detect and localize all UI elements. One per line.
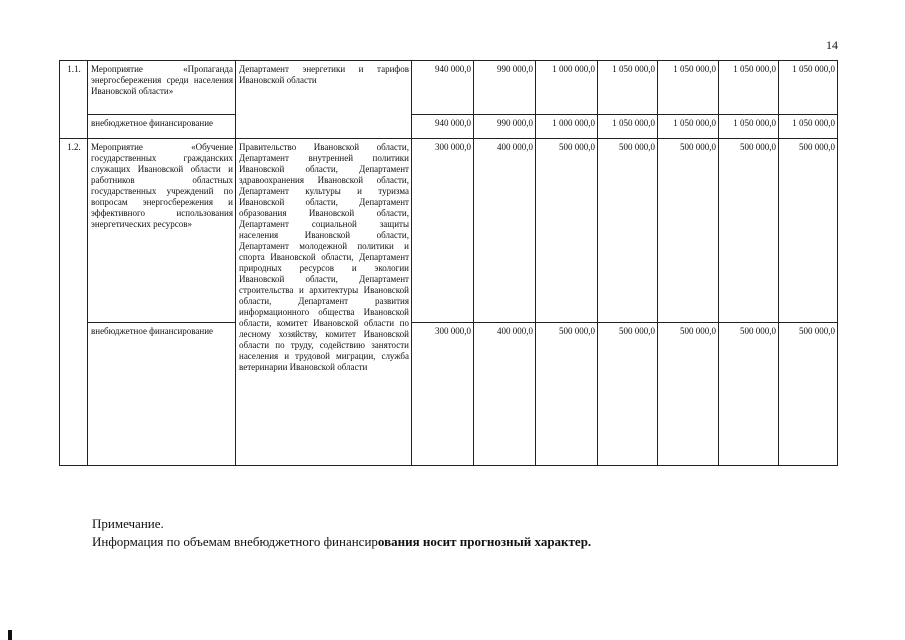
executor-text-part1: Правительство Ивановской области, Департамент внутренней политики Ивановской области, Департамент здравоохранения Ивановской области, Департамент культуры и туризма Ивановской области, Департамент образования Ивановской области, Департамент социальной защиты населения Ивановской области, Департамент молодежной политики и спорта Ивановской области, Департамент природных ресурсов и экологии Ивановской области, — [239, 142, 409, 284]
value-cell: 1 050 000,0 — [658, 61, 719, 115]
funding-value-cell: 300 000,0 — [412, 323, 474, 466]
measure-cell: Мероприятие «Пропаганда энергосбережения среди населения Ивановской области» — [88, 61, 236, 115]
funding-value-cell: 500 000,0 — [779, 323, 838, 466]
funding-label: внебюджетное финансирование — [88, 323, 236, 466]
funding-value-cell: 1 000 000,0 — [536, 115, 598, 139]
funding-value-cell: 990 000,0 — [474, 115, 536, 139]
funding-label: внебюджетное финансирование — [88, 115, 236, 139]
funding-value-cell: 400 000,0 — [474, 323, 536, 466]
value-cell: 990 000,0 — [474, 61, 536, 115]
row-index: 1.2. — [60, 139, 88, 466]
funding-value-cell: 500 000,0 — [658, 323, 719, 466]
value-cell: 1 050 000,0 — [719, 61, 779, 115]
row-index: 1.1. — [60, 61, 88, 139]
note-title: Примечание. — [92, 516, 164, 531]
budget-table — [59, 60, 838, 466]
value-cell: 500 000,0 — [779, 139, 838, 323]
funding-value-cell: 1 050 000,0 — [598, 115, 658, 139]
note-block — [92, 515, 591, 551]
table-row — [60, 323, 838, 466]
executor-text-part2: Департамент строительства и архитектуры Ивановской области, Департамент развития информационного общества Ивановской области, комитет Ивановской области по лесному хозяйству, комитет Ивановской области по труду, содействию занятости населения и трудовой миграции, служба ветеринарии Ивановской области — [239, 274, 409, 372]
funding-value-cell: 1 050 000,0 — [719, 115, 779, 139]
value-cell: 400 000,0 — [474, 139, 536, 323]
funding-value-cell: 500 000,0 — [536, 323, 598, 466]
funding-value-cell: 1 050 000,0 — [658, 115, 719, 139]
funding-value-cell: 500 000,0 — [598, 323, 658, 466]
value-cell: 1 000 000,0 — [536, 61, 598, 115]
value-cell: 500 000,0 — [536, 139, 598, 323]
funding-value-cell: 940 000,0 — [412, 115, 474, 139]
executor-cell — [236, 139, 412, 466]
funding-value-cell: 500 000,0 — [719, 323, 779, 466]
scan-artifact — [8, 630, 12, 640]
value-cell: 940 000,0 — [412, 61, 474, 115]
table-row — [60, 139, 838, 323]
table-row — [60, 115, 838, 139]
note-text-regular: Информация по объемам внебюджетного финансир — [92, 534, 378, 549]
funding-value-cell: 1 050 000,0 — [779, 115, 838, 139]
value-cell: 300 000,0 — [412, 139, 474, 323]
value-cell: 1 050 000,0 — [779, 61, 838, 115]
value-cell: 1 050 000,0 — [598, 61, 658, 115]
page-number: 14 — [826, 38, 838, 52]
note-text — [92, 533, 591, 551]
value-cell: 500 000,0 — [598, 139, 658, 323]
table-row — [60, 61, 838, 115]
note-text-bold: ования носит прогнозный характер. — [377, 534, 592, 549]
value-cell: 500 000,0 — [719, 139, 779, 323]
executor-cell: Департамент энергетики и тарифов Ивановской области — [236, 61, 412, 139]
value-cell: 500 000,0 — [658, 139, 719, 323]
measure-cell: Мероприятие «Обучение государственных гражданских служащих Ивановской области и работников областных государственных учреждений по вопросам энергосбережения и эффективного использования энергетических ресурсов» — [88, 139, 236, 323]
